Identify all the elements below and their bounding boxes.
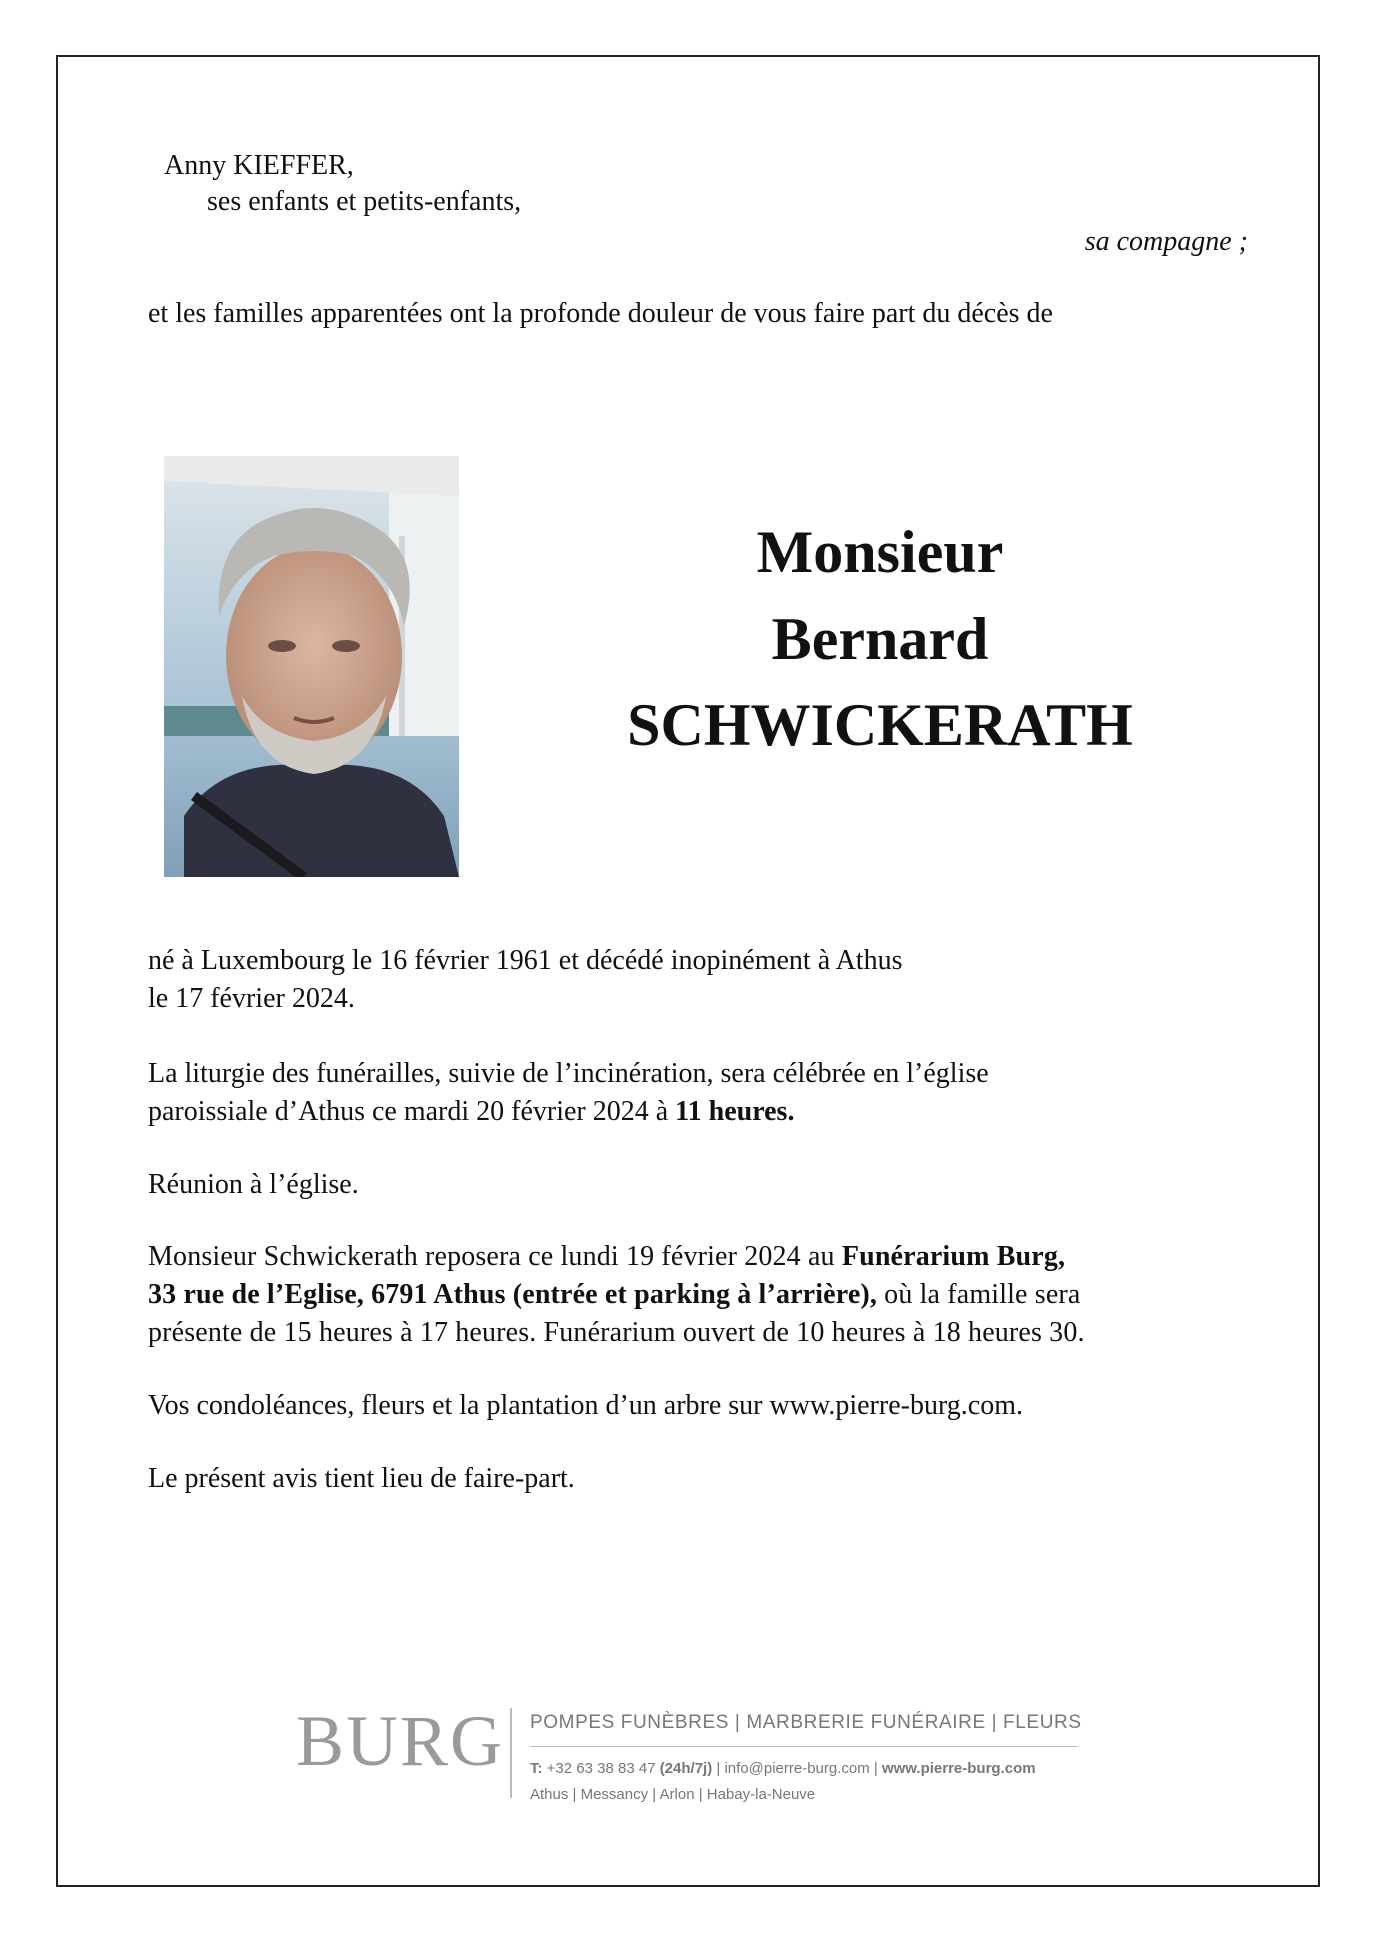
repose-line-1-text: Monsieur Schwickerath reposera ce lundi 19 février 2024 au <box>148 1241 842 1272</box>
deceased-title: Monsieur <box>756 519 1004 585</box>
notice-line: Le présent avis tient lieu de faire-part. <box>148 1463 575 1494</box>
condolences-paragraph <box>148 1387 1248 1425</box>
liturgy-paragraph <box>148 1055 1248 1131</box>
header-line-4: et les familles apparentées ont la profonde douleur de vous faire part du décès de <box>148 298 1053 329</box>
condolences-line: Vos condoléances, fleurs et la plantation d’un arbre sur www.pierre-burg.com. <box>148 1390 1023 1421</box>
birth-line-1: né à Luxembourg le 16 février 1961 et décédé inopinément à Athus <box>148 945 903 976</box>
repose-paragraph <box>148 1238 1248 1352</box>
repose-line-2-text: où la famille sera <box>877 1279 1081 1310</box>
burg-logo: BURG <box>296 1701 505 1781</box>
reunion-paragraph <box>148 1166 1248 1204</box>
footer-contact <box>530 1760 1036 1777</box>
contact-phone[interactable]: +32 63 38 83 47 <box>542 1760 660 1777</box>
repose-line-3: présente de 15 heures à 17 heures. Funérarium ouvert de 10 heures à 18 heures 30. <box>148 1317 1085 1348</box>
birth-line-2: le 17 février 2024. <box>148 983 355 1014</box>
footer-divider <box>510 1708 512 1798</box>
footer-rule <box>530 1746 1078 1747</box>
funerarium-name: Funérarium Burg, <box>841 1241 1066 1272</box>
contact-hours: (24h/7j) <box>659 1760 713 1777</box>
liturgy-line-2-text: paroissiale d’Athus ce mardi 20 février 2024 à <box>148 1096 676 1127</box>
header-line-3: sa compagne ; <box>1084 226 1248 257</box>
reunion-line: Réunion à l’église. <box>148 1169 359 1200</box>
funerarium-address: 33 rue de l’Eglise, 6791 Athus (entrée et parking à l’arrière), <box>148 1279 878 1310</box>
contact-website[interactable]: www.pierre-burg.com <box>881 1760 1036 1777</box>
header-line-2: ses enfants et petits-enfants, <box>207 186 522 217</box>
liturgy-time: 11 heures. <box>675 1096 795 1127</box>
birth-death-paragraph <box>148 942 1248 1018</box>
liturgy-line-1: La liturgie des funérailles, suivie de l’incinération, sera célébrée en l’église <box>148 1058 989 1089</box>
liturgy-line-2 <box>148 1093 1248 1131</box>
deceased-first-name: Bernard <box>771 606 989 672</box>
portrait-photo <box>164 456 459 877</box>
deceased-last-name: SCHWICKERATH <box>627 692 1133 758</box>
notice-paragraph <box>148 1460 1248 1498</box>
contact-email[interactable]: info@pierre-burg.com <box>724 1760 870 1777</box>
footer-locations: Athus | Messancy | Arlon | Habay-la-Neuve <box>530 1786 816 1803</box>
footer-services: POMPES FUNÈBRES | MARBRERIE FUNÉRAIRE | FLEURS <box>530 1712 1082 1733</box>
header-line-1: Anny KIEFFER, <box>164 150 354 181</box>
contact-t-label: T: <box>530 1760 543 1777</box>
contact-separator-2: | <box>869 1760 882 1777</box>
contact-separator-1: | <box>712 1760 725 1777</box>
